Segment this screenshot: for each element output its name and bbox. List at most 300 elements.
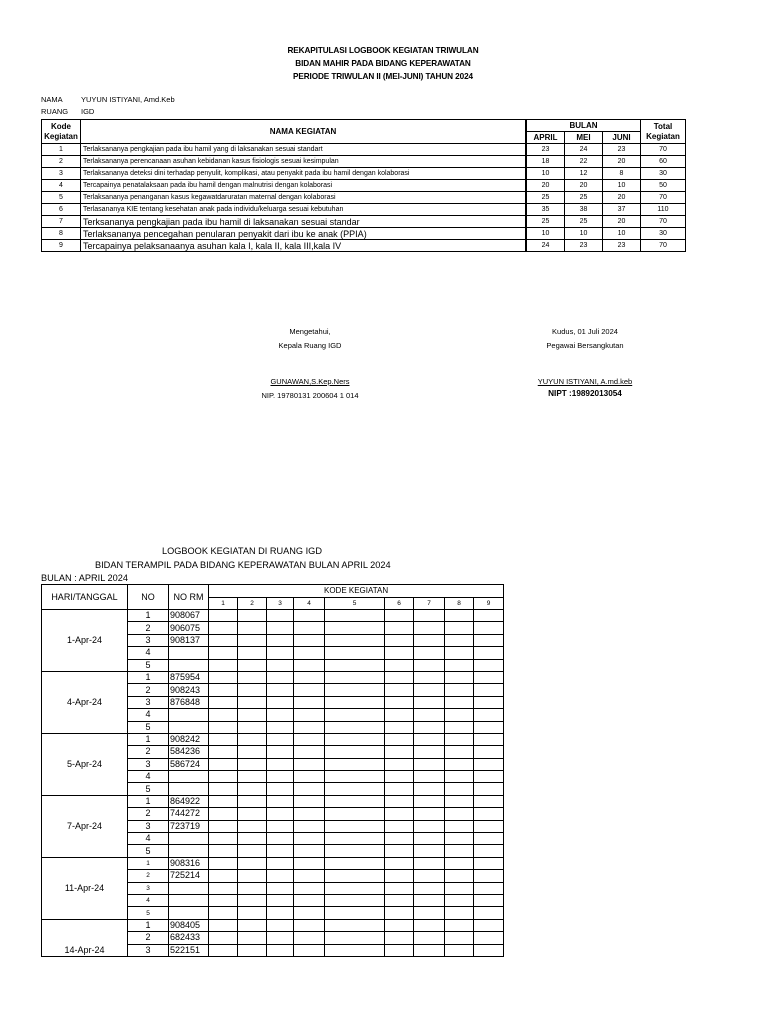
- kode-cell[interactable]: [294, 857, 325, 869]
- kode-cell[interactable]: [445, 944, 474, 956]
- april-cell: 18: [527, 156, 565, 168]
- kode-cell[interactable]: [325, 647, 385, 659]
- kode-cell[interactable]: [414, 684, 445, 696]
- kode-cell[interactable]: [238, 919, 267, 931]
- kode-cell[interactable]: [238, 771, 267, 783]
- kode-cell[interactable]: [238, 820, 267, 832]
- kode-cell[interactable]: [414, 758, 445, 770]
- kode-cell[interactable]: [445, 671, 474, 683]
- kode-cell[interactable]: [209, 647, 238, 659]
- kode-cell[interactable]: [238, 907, 267, 919]
- kode-cell[interactable]: [209, 733, 238, 745]
- kode-cell[interactable]: [414, 919, 445, 931]
- kode-kegiatan-header: KODE KEGIATAN: [209, 585, 504, 598]
- kode-cell[interactable]: [385, 795, 414, 807]
- kode-cell[interactable]: [414, 709, 445, 721]
- kode-cell[interactable]: [474, 907, 504, 919]
- kode-cell[interactable]: [414, 671, 445, 683]
- kode-cell[interactable]: [474, 857, 504, 869]
- kode-cell[interactable]: [238, 746, 267, 758]
- date-cell: 14-Apr-24: [42, 919, 128, 956]
- kode-cell[interactable]: [385, 783, 414, 795]
- kode-cell[interactable]: [209, 907, 238, 919]
- kode-cell[interactable]: [238, 857, 267, 869]
- kode-cell[interactable]: [325, 808, 385, 820]
- juni-header: JUNI: [603, 132, 641, 144]
- kode-cell[interactable]: [294, 894, 325, 906]
- kode-cell[interactable]: [325, 783, 385, 795]
- kode-cell[interactable]: [267, 721, 294, 733]
- kode-cell[interactable]: [294, 870, 325, 882]
- kode-cell[interactable]: [385, 758, 414, 770]
- kode-cell[interactable]: [414, 894, 445, 906]
- kode-cell[interactable]: [238, 647, 267, 659]
- kode-cell[interactable]: [385, 771, 414, 783]
- kode-cell[interactable]: [414, 795, 445, 807]
- kode-cell[interactable]: [325, 634, 385, 646]
- kode-cell[interactable]: [238, 758, 267, 770]
- no-cell: 4: [128, 709, 169, 721]
- kode-cell[interactable]: [445, 882, 474, 894]
- kode-cell[interactable]: [267, 907, 294, 919]
- kode-cell[interactable]: [267, 870, 294, 882]
- kode-cell[interactable]: [474, 746, 504, 758]
- kode-cell[interactable]: [445, 919, 474, 931]
- kode-cell[interactable]: [325, 944, 385, 956]
- kode-cell[interactable]: [294, 771, 325, 783]
- kode-cell[interactable]: [445, 857, 474, 869]
- kode-cell[interactable]: [445, 733, 474, 745]
- kode-cell[interactable]: [267, 746, 294, 758]
- place-date-text: Kudus, 01 Juli 2024: [552, 327, 618, 336]
- kode-cell[interactable]: [325, 870, 385, 882]
- kode-cell[interactable]: [238, 783, 267, 795]
- april-cell: 10: [527, 228, 565, 240]
- no-cell: 5: [128, 845, 169, 857]
- kode-cell[interactable]: [385, 659, 414, 671]
- kode-cell[interactable]: [209, 771, 238, 783]
- kode-cell[interactable]: [294, 610, 325, 622]
- kode-cell[interactable]: [238, 622, 267, 634]
- kode-cell[interactable]: [445, 795, 474, 807]
- kode-cell[interactable]: [325, 833, 385, 845]
- kode-cell[interactable]: [238, 733, 267, 745]
- kode-cell[interactable]: [325, 684, 385, 696]
- kode-cell[interactable]: [385, 845, 414, 857]
- kode-cell[interactable]: [445, 820, 474, 832]
- kode-cell[interactable]: [209, 671, 238, 683]
- kode-cell[interactable]: [445, 610, 474, 622]
- kode-cell[interactable]: [267, 919, 294, 931]
- kode-cell[interactable]: [385, 746, 414, 758]
- kode-cell[interactable]: [209, 857, 238, 869]
- kode-cell[interactable]: [294, 845, 325, 857]
- kode-cell[interactable]: [474, 870, 504, 882]
- no-rm-cell: 908067: [169, 610, 209, 622]
- kode-cell[interactable]: [445, 634, 474, 646]
- kode-cell[interactable]: [385, 696, 414, 708]
- kode-cell[interactable]: [474, 833, 504, 845]
- kode-cell[interactable]: [209, 894, 238, 906]
- kode-cell[interactable]: [385, 820, 414, 832]
- kode-cell[interactable]: [267, 684, 294, 696]
- kode-cell[interactable]: [474, 684, 504, 696]
- logbook-row: [42, 857, 504, 869]
- kode-cell[interactable]: [445, 647, 474, 659]
- kode-cell[interactable]: [238, 932, 267, 944]
- kode-cell[interactable]: [209, 746, 238, 758]
- kode-cell: 7: [42, 216, 81, 228]
- kode-cell[interactable]: [414, 634, 445, 646]
- logbook-title: LOGBOOK KEGIATAN DI RUANG IGD: [162, 546, 322, 556]
- kode-cell[interactable]: [325, 771, 385, 783]
- kode-cell[interactable]: [209, 820, 238, 832]
- kode-cell[interactable]: [474, 610, 504, 622]
- kode-col-header: 3: [267, 597, 294, 610]
- mei-cell: 20: [565, 180, 603, 192]
- kode-cell[interactable]: [209, 634, 238, 646]
- no-cell: 1: [128, 610, 169, 622]
- kode-cell[interactable]: [414, 771, 445, 783]
- logbook-row: [42, 610, 504, 622]
- kode-cell[interactable]: [238, 870, 267, 882]
- kode-cell[interactable]: [267, 882, 294, 894]
- kode-cell[interactable]: [445, 659, 474, 671]
- kode-cell[interactable]: [325, 610, 385, 622]
- kode-cell[interactable]: [385, 647, 414, 659]
- kode-cell[interactable]: [385, 634, 414, 646]
- total-cell: 60: [641, 156, 686, 168]
- kode-cell[interactable]: [385, 870, 414, 882]
- no-cell: 2: [128, 746, 169, 758]
- kode-cell[interactable]: [474, 808, 504, 820]
- kode-cell[interactable]: [474, 647, 504, 659]
- kode-cell[interactable]: [294, 721, 325, 733]
- kode-cell[interactable]: [238, 845, 267, 857]
- date-cell: 11-Apr-24: [42, 857, 128, 919]
- kode-cell[interactable]: [238, 684, 267, 696]
- kode-cell[interactable]: [267, 647, 294, 659]
- kode-cell[interactable]: [385, 919, 414, 931]
- kode-cell[interactable]: [294, 833, 325, 845]
- kode-cell[interactable]: [474, 795, 504, 807]
- kode-cell[interactable]: [294, 647, 325, 659]
- kode-cell[interactable]: [445, 870, 474, 882]
- logbook-row: [42, 671, 504, 683]
- kode-cell[interactable]: [414, 808, 445, 820]
- kode-cell[interactable]: [414, 870, 445, 882]
- kode-cell[interactable]: [209, 944, 238, 956]
- kode-cell[interactable]: [209, 919, 238, 931]
- kode-cell[interactable]: [294, 659, 325, 671]
- kode-cell[interactable]: [474, 944, 504, 956]
- kode-cell[interactable]: [209, 610, 238, 622]
- pegawai-nipt: NIPT :19892013054: [548, 389, 622, 398]
- kode-cell[interactable]: [209, 721, 238, 733]
- kode-cell[interactable]: [267, 783, 294, 795]
- kode-cell[interactable]: [474, 696, 504, 708]
- kode-cell[interactable]: [294, 882, 325, 894]
- kode-cell[interactable]: [385, 610, 414, 622]
- kode-cell[interactable]: [385, 733, 414, 745]
- no-rm-cell: [169, 721, 209, 733]
- kode-cell[interactable]: [267, 634, 294, 646]
- kode-cell[interactable]: [414, 857, 445, 869]
- kode-cell: 6: [42, 204, 81, 216]
- total-cell: 30: [641, 228, 686, 240]
- no-rm-cell: 908405: [169, 919, 209, 931]
- kode-cell[interactable]: [294, 671, 325, 683]
- kode-cell[interactable]: [445, 808, 474, 820]
- kode-col-header: 1: [209, 597, 238, 610]
- kode-cell[interactable]: [294, 696, 325, 708]
- kode-cell[interactable]: [474, 932, 504, 944]
- kode-cell[interactable]: [414, 932, 445, 944]
- kode-cell[interactable]: [385, 833, 414, 845]
- kode-cell[interactable]: [414, 907, 445, 919]
- kode-cell[interactable]: [385, 932, 414, 944]
- kode-cell[interactable]: [414, 733, 445, 745]
- kode-cell[interactable]: [385, 709, 414, 721]
- kode-cell[interactable]: [474, 659, 504, 671]
- kode-cell[interactable]: [385, 808, 414, 820]
- kode-cell[interactable]: [267, 820, 294, 832]
- kode-cell[interactable]: [474, 820, 504, 832]
- kode-col-header: 6: [385, 597, 414, 610]
- kode-cell[interactable]: [325, 932, 385, 944]
- kode-cell: 4: [42, 180, 81, 192]
- kode-cell[interactable]: [445, 845, 474, 857]
- kode-cell[interactable]: [267, 795, 294, 807]
- kode-cell[interactable]: [385, 944, 414, 956]
- kode-cell[interactable]: [267, 932, 294, 944]
- kode-cell[interactable]: [445, 907, 474, 919]
- kode-cell[interactable]: [238, 894, 267, 906]
- kode-cell[interactable]: [294, 733, 325, 745]
- kode-cell[interactable]: [238, 944, 267, 956]
- nama-kegiatan-header: NAMA KEGIATAN: [81, 120, 526, 144]
- kode-cell[interactable]: [267, 659, 294, 671]
- no-cell: 5: [128, 659, 169, 671]
- kode-cell[interactable]: [414, 820, 445, 832]
- kode-cell[interactable]: [267, 696, 294, 708]
- kode-cell[interactable]: [238, 833, 267, 845]
- kode-cell[interactable]: [445, 771, 474, 783]
- kode-cell[interactable]: [209, 659, 238, 671]
- kode-cell[interactable]: [238, 671, 267, 683]
- kode-cell[interactable]: [267, 610, 294, 622]
- kode-cell[interactable]: [474, 733, 504, 745]
- kode-cell[interactable]: [209, 783, 238, 795]
- kode-cell[interactable]: [325, 721, 385, 733]
- kode-cell[interactable]: [325, 845, 385, 857]
- kode-cell[interactable]: [267, 845, 294, 857]
- kode-cell[interactable]: [385, 894, 414, 906]
- kode-cell[interactable]: [209, 870, 238, 882]
- kode-cell[interactable]: [238, 634, 267, 646]
- kode-cell[interactable]: [267, 709, 294, 721]
- kode-cell[interactable]: [294, 907, 325, 919]
- no-rm-cell: [169, 771, 209, 783]
- kode-cell[interactable]: [385, 882, 414, 894]
- kode-cell[interactable]: [267, 733, 294, 745]
- kode-cell[interactable]: [474, 771, 504, 783]
- kode-cell[interactable]: [325, 758, 385, 770]
- kode-cell[interactable]: [385, 857, 414, 869]
- logbook-month: BULAN : APRIL 2024: [41, 573, 128, 583]
- total-cell: 70: [641, 240, 686, 252]
- kode-cell[interactable]: [325, 907, 385, 919]
- kode-cell[interactable]: [414, 746, 445, 758]
- kode-cell[interactable]: [294, 758, 325, 770]
- kode-cell[interactable]: [209, 684, 238, 696]
- kode-cell[interactable]: [267, 894, 294, 906]
- kode-cell[interactable]: [267, 833, 294, 845]
- kode-cell[interactable]: [238, 709, 267, 721]
- kode-cell[interactable]: [294, 808, 325, 820]
- kode-cell[interactable]: [294, 746, 325, 758]
- kode-cell[interactable]: [209, 622, 238, 634]
- kode-cell[interactable]: [325, 882, 385, 894]
- kode-cell[interactable]: [414, 659, 445, 671]
- bulan-header: BULAN: [527, 120, 641, 132]
- kode-cell[interactable]: [209, 758, 238, 770]
- kode-cell[interactable]: [474, 845, 504, 857]
- kode-cell[interactable]: [325, 894, 385, 906]
- no-rm-cell: [169, 783, 209, 795]
- kode-cell[interactable]: [209, 845, 238, 857]
- kode-cell[interactable]: [209, 696, 238, 708]
- kode-cell[interactable]: [385, 684, 414, 696]
- kode-cell[interactable]: [238, 795, 267, 807]
- kode-cell[interactable]: [267, 771, 294, 783]
- kode-cell[interactable]: [294, 622, 325, 634]
- summary-row: [42, 156, 686, 168]
- kode-cell[interactable]: [325, 696, 385, 708]
- kode-cell[interactable]: [325, 820, 385, 832]
- kode-cell[interactable]: [294, 709, 325, 721]
- kode-cell[interactable]: [209, 833, 238, 845]
- kode-cell[interactable]: [385, 671, 414, 683]
- kode-cell[interactable]: [294, 932, 325, 944]
- juni-cell: 23: [603, 240, 641, 252]
- kode-cell[interactable]: [267, 671, 294, 683]
- kode-cell[interactable]: [267, 758, 294, 770]
- kode-cell[interactable]: [414, 721, 445, 733]
- kode-cell[interactable]: [445, 721, 474, 733]
- kode-cell[interactable]: [414, 944, 445, 956]
- kode-cell[interactable]: [445, 622, 474, 634]
- kode-cell[interactable]: [267, 622, 294, 634]
- kode-cell[interactable]: [474, 709, 504, 721]
- kode-cell[interactable]: [414, 783, 445, 795]
- kode-cell[interactable]: [238, 659, 267, 671]
- kode-cell[interactable]: [325, 709, 385, 721]
- kode-cell[interactable]: [325, 733, 385, 745]
- kode-cell[interactable]: [414, 610, 445, 622]
- kode-cell[interactable]: [325, 622, 385, 634]
- kepala-ruang-name: GUNAWAN,S.Kep.Ners: [270, 377, 350, 386]
- kode-cell[interactable]: [474, 671, 504, 683]
- kode-cell[interactable]: [474, 758, 504, 770]
- kode-cell[interactable]: [445, 894, 474, 906]
- kode-cell[interactable]: [325, 795, 385, 807]
- kode-cell[interactable]: [414, 833, 445, 845]
- kode-cell[interactable]: [414, 696, 445, 708]
- kode-cell[interactable]: [294, 919, 325, 931]
- kode-cell[interactable]: [325, 857, 385, 869]
- kode-cell[interactable]: [445, 758, 474, 770]
- kode-cell[interactable]: [267, 944, 294, 956]
- no-cell: 2: [128, 684, 169, 696]
- kode-cell[interactable]: [294, 795, 325, 807]
- kode-cell[interactable]: [414, 882, 445, 894]
- kode-cell[interactable]: [414, 622, 445, 634]
- no-cell: 4: [128, 771, 169, 783]
- title-line-2: BIDAN MAHIR PADA BIDANG KEPERAWATAN: [295, 59, 471, 68]
- kode-cell[interactable]: [474, 622, 504, 634]
- kode-cell[interactable]: [474, 919, 504, 931]
- kode-cell[interactable]: [209, 932, 238, 944]
- kode-cell[interactable]: [474, 634, 504, 646]
- kode-cell[interactable]: [445, 696, 474, 708]
- kode-cell[interactable]: [209, 709, 238, 721]
- kode-cell[interactable]: [474, 894, 504, 906]
- kode-cell[interactable]: [445, 709, 474, 721]
- no-cell: 1: [128, 671, 169, 683]
- kode-col-header: 5: [325, 597, 385, 610]
- kode-cell[interactable]: [385, 721, 414, 733]
- kode-cell[interactable]: [238, 882, 267, 894]
- juni-cell: 20: [603, 216, 641, 228]
- no-rm-cell: [169, 709, 209, 721]
- kode-cell[interactable]: [238, 808, 267, 820]
- kode-cell[interactable]: [445, 932, 474, 944]
- kode-cell[interactable]: [294, 820, 325, 832]
- kode-cell[interactable]: [325, 671, 385, 683]
- kode-cell[interactable]: [474, 882, 504, 894]
- kode-cell[interactable]: [209, 882, 238, 894]
- kode-cell[interactable]: [385, 907, 414, 919]
- kode-cell[interactable]: [209, 808, 238, 820]
- kode-cell[interactable]: [445, 684, 474, 696]
- kode-cell[interactable]: [267, 808, 294, 820]
- kode-cell[interactable]: [325, 919, 385, 931]
- kode-cell[interactable]: [414, 647, 445, 659]
- kode-cell[interactable]: [238, 721, 267, 733]
- kode-cell[interactable]: [474, 721, 504, 733]
- kode-cell[interactable]: [294, 684, 325, 696]
- kode-cell[interactable]: [267, 857, 294, 869]
- kode-cell[interactable]: [385, 622, 414, 634]
- kode-cell[interactable]: [209, 795, 238, 807]
- kode-cell[interactable]: [414, 845, 445, 857]
- kode-cell[interactable]: [294, 634, 325, 646]
- kode-cell[interactable]: [294, 783, 325, 795]
- no-rm-cell: 682433: [169, 932, 209, 944]
- kode-cell[interactable]: [294, 944, 325, 956]
- kode-cell[interactable]: [325, 746, 385, 758]
- no-cell: 4: [128, 647, 169, 659]
- no-cell: 3: [128, 944, 169, 956]
- kode-cell[interactable]: [325, 659, 385, 671]
- kode-cell[interactable]: [445, 833, 474, 845]
- kode-cell[interactable]: [238, 696, 267, 708]
- kode-cell[interactable]: [445, 783, 474, 795]
- kode-cell[interactable]: [238, 610, 267, 622]
- kode-cell[interactable]: [474, 783, 504, 795]
- kode-cell[interactable]: [445, 746, 474, 758]
